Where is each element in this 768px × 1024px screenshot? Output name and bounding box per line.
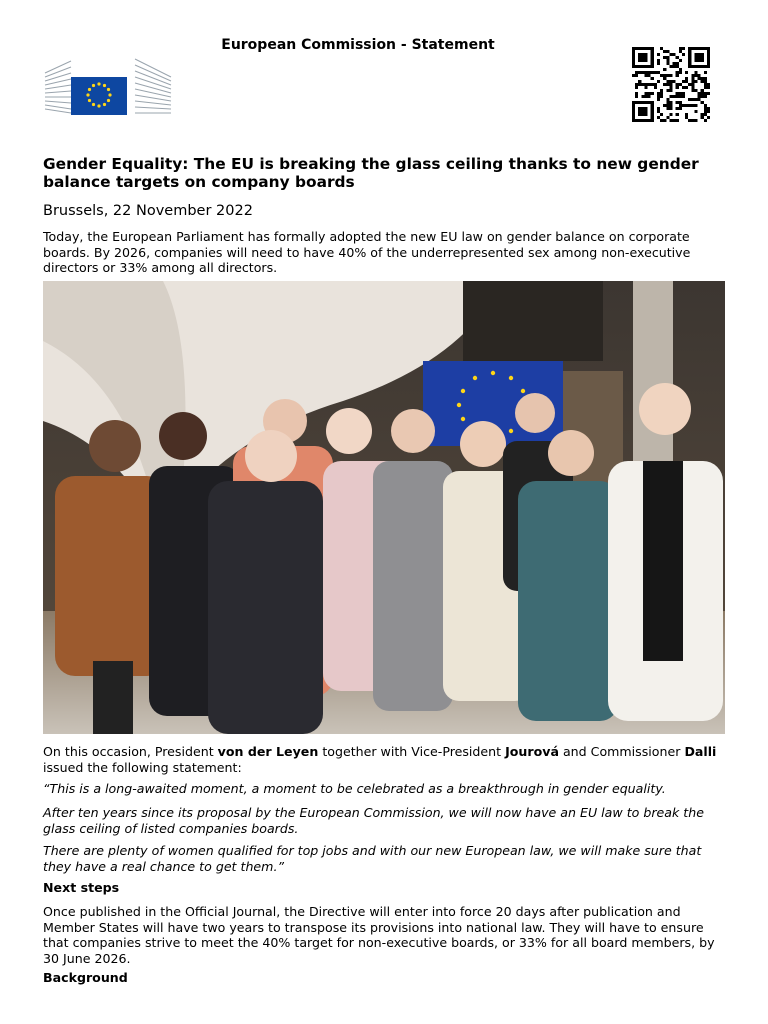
name-dalli: Dalli	[684, 744, 717, 759]
intro-paragraph: Today, the European Parliament has formally adopted the new EU law on gender balance on corporate boards. By 2026, companies will need to have 40% of the underrepresented sex among non-executive directors or 33% among all directors.	[43, 229, 691, 276]
quote-text: There are plenty of women qualified for top jobs and with our new European law, we will make sure that they have a real chance to get them.”	[43, 843, 702, 874]
quote-paragraph	[43, 843, 733, 874]
next-steps-heading: Next steps	[43, 880, 120, 895]
next-steps-paragraph: Once published in the Official Journal, the Directive will enter into force 20 days after publication and Member States will have two years to transpose its provisions into national law. They will have to ensure that companies strive to meet the 40% target for non-executive boards, or 33% for all board members, by 30 June 2026.	[43, 904, 715, 966]
article-title: Gender Equality: The EU is breaking the glass ceiling thanks to new gender balance targets on company boards	[43, 155, 699, 191]
statement-intro-text: On this occasion, President	[43, 744, 218, 759]
quote-text: “This is a long-awaited moment, a moment to be celebrated as a breakthrough in gender equality.	[43, 781, 666, 796]
name-von-der-leyen: von der Leyen	[217, 744, 319, 759]
statement-intro	[43, 744, 733, 775]
qr-code[interactable]	[632, 47, 710, 122]
statement-intro-text: and Commissioner	[558, 744, 685, 759]
background-heading: Background	[43, 970, 128, 985]
statement-intro-text: together with Vice-President	[318, 744, 506, 759]
document-type-heading: European Commission - Statement	[221, 37, 495, 53]
european-commission-logo	[43, 55, 174, 116]
quote-text: After ten years since its proposal by the European Commission, we will now have an EU law to break the glass ceiling of listed companies boards.	[43, 805, 704, 836]
quote-paragraph	[43, 781, 733, 797]
group-photo	[43, 281, 725, 734]
dateline: Brussels, 22 November 2022	[43, 203, 253, 219]
quote-paragraph	[43, 805, 733, 836]
statement-intro-text: issued the following statement:	[43, 759, 242, 775]
name-jourova: Jourová	[505, 744, 559, 759]
